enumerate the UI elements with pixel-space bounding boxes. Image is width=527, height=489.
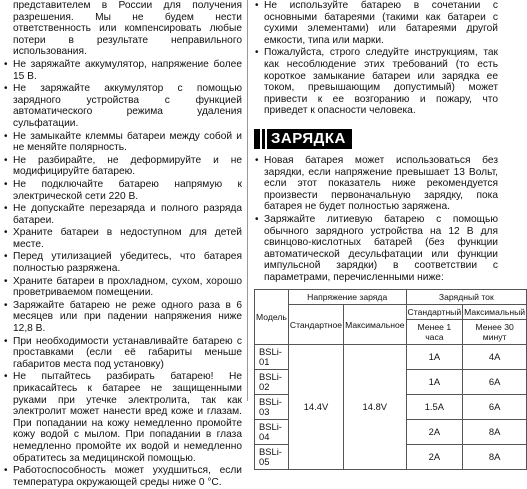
header-model: Модель (255, 290, 289, 345)
model-cell: BSLi-04 (255, 420, 289, 445)
maximal-current-cell: 8A (463, 420, 527, 445)
intro-paragraph: представителем в России для получения разрешения. Мы не будем нести ответственность или компенсировать любые потери в результате неправильного использования. (13, 0, 242, 58)
heading-bar (254, 129, 260, 149)
list-item: • Заряжайте батарею не реже одного раза в 6 месяцев или при падении напряжения ниже 12,8 В. (3, 300, 242, 335)
list-item: • Не заряжайте аккумулятор, напряжение более 15 В. (3, 59, 242, 82)
list-item: • Работоспособность может ухудшиться, если температура окружающей среды ниже 0 °С. (3, 465, 242, 488)
standard-current-cell: 1A (406, 345, 463, 370)
list-item: • Заряжайте литиевую батарею с помощью обычного зарядного устройства на 12 В для свинцово-кислотных батарей (без функции автоматической десульфатации или функции импульсной зарядки) в соответствии с параметрами, перечисленными ниже: (254, 214, 498, 284)
standard-current-cell: 1A (406, 370, 463, 395)
heading-bar (262, 129, 265, 149)
header-voltage-maximal: Максимальное (344, 305, 406, 345)
maximal-current-cell: 6A (463, 370, 527, 395)
standard-current-cell: 2A (406, 445, 463, 470)
header-voltage-standard: Стандартное (288, 305, 343, 345)
header-voltage: Напряжение заряда (288, 290, 406, 305)
header-current-maximal: Максимальный (463, 305, 527, 320)
safety-list (3, 59, 242, 488)
list-item: • Не подключайте батарею напрямую к электрической сети 220 В. (3, 179, 242, 202)
model-cell: BSLi-05 (255, 445, 289, 470)
left-column (3, 0, 242, 489)
list-item: • Храните батареи в недоступном для детей месте. (3, 227, 242, 250)
header-std-time: Менее 1 часа (406, 320, 463, 345)
standard-current-cell: 2A (406, 420, 463, 445)
list-item: • Храните батареи в прохладном, сухом, хорошо проветриваемом помещении. (3, 276, 242, 299)
maximal-current-cell: 4A (463, 345, 527, 370)
list-item: • Перед утилизацией убедитесь, что батарея полностью разряжена. (3, 251, 242, 274)
header-max-time: Менее 30 минут (463, 320, 527, 345)
right-column (254, 0, 526, 470)
maximal-current-cell: 8A (463, 445, 527, 470)
list-item: • Не заряжайте аккумулятор с помощью зарядного устройства с функцией автоматического режима удаления сульфатации. (3, 83, 242, 129)
header-current-standard: Стандартный (406, 305, 463, 320)
maximal-current-cell: 6A (463, 395, 527, 420)
list-item: • Не используйте батарею в сочетании с основными батареями (такими как батареи с сухими элементами) или батареями другой емкости, типа или марки. (254, 0, 498, 46)
list-item: • Не допускайте перезаряда и полного разряда батареи. (3, 203, 242, 226)
list-item: • Не пытайтесь разбирать батарею! Не прикасайтесь к батарее не защищенными руками при утечке электролита, так как электролит может нанести вред коже и глазам. При попадании на кожу немедленно промойте кожу водой с мылом. При попадании в глаза немедленно промойте их водой и немедленно обратитесь за медицинской помощью. (3, 371, 242, 464)
list-item: • Новая батарея может использоваться без зарядки, если напряжение превышает 13 Вольт, если этот показатель ниже рекомендуется произвести первоначальную зарядку, пока батарея не будет полностью заряжена. (254, 155, 498, 213)
header-current: Зарядный ток (406, 290, 527, 305)
standard-current-cell: 1.5A (406, 395, 463, 420)
charging-table (254, 289, 527, 470)
model-cell: BSLi-02 (255, 370, 289, 395)
list-item: • Пожалуйста, строго следуйте инструкциям, так как несоблюдение этих требований (то есть короткое замыкание батареи или зарядка ее током, превышающим допустимый) может привести к ее возгоранию и пожару, что приведет к опасности человека. (254, 47, 498, 117)
list-item: • Не замыкайте клеммы батареи между собой и не меняйте полярность. (3, 131, 242, 154)
section-title: ЗАРЯДКА (267, 129, 352, 149)
list-item: • При необходимости устанавливайте батарею с проставками (если её габариты меньше габаритов места под установку) (3, 336, 242, 371)
list-item: • Не разбирайте, не деформируйте и не модифицируйте батарею. (3, 155, 242, 178)
model-cell: BSLi-03 (255, 395, 289, 420)
model-cell: BSLi-01 (255, 345, 289, 370)
voltage-maximal-cell: 14.8V (344, 345, 406, 470)
column-divider (247, 0, 248, 401)
table-row (255, 345, 527, 370)
voltage-standard-cell: 14.4V (288, 345, 343, 470)
section-heading (254, 129, 498, 149)
